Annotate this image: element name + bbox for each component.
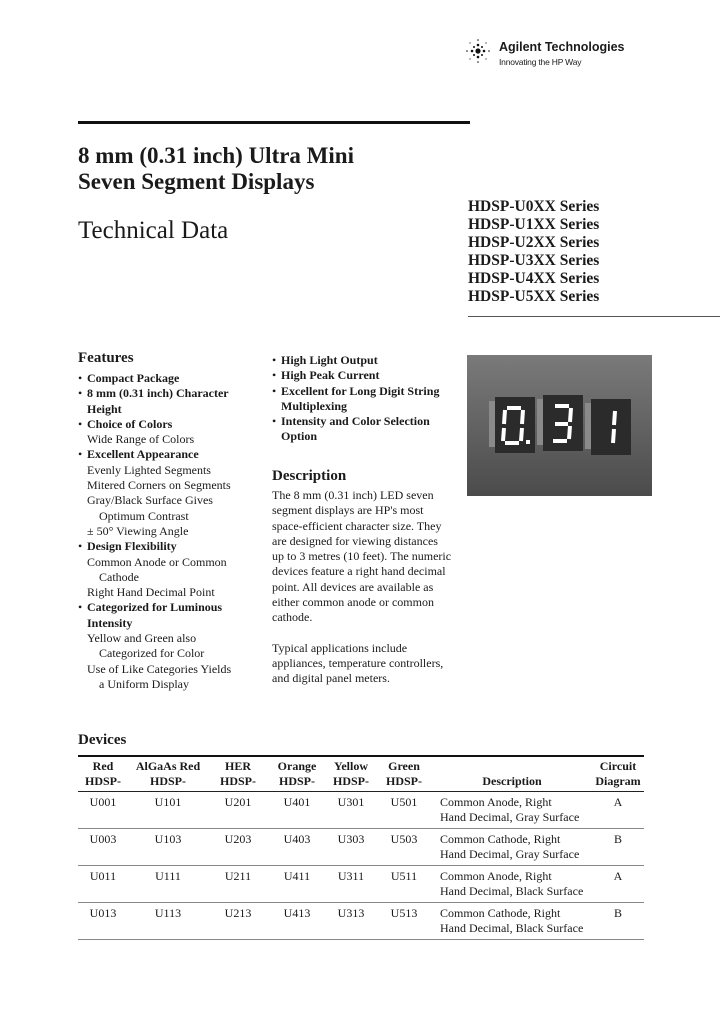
description-body bbox=[272, 488, 452, 702]
circuit-diagram: B bbox=[592, 829, 644, 866]
feature-item: • Compact Package bbox=[78, 371, 180, 385]
table-row bbox=[78, 903, 644, 940]
feature-item: • High Peak Current bbox=[272, 368, 380, 383]
part-number: U411 bbox=[268, 866, 326, 903]
part-number: U111 bbox=[128, 866, 208, 903]
document-subtitle: Technical Data bbox=[78, 217, 229, 244]
device-description: Common Anode, Right Hand Decimal, Black Surface bbox=[432, 866, 592, 903]
feature-detail: Wide Range of Colors bbox=[87, 432, 195, 447]
table-row bbox=[78, 792, 644, 829]
feature-title: Categorized for Luminous Intensity bbox=[87, 600, 223, 630]
display-digit-2 bbox=[585, 399, 631, 455]
feature-item: • Categorized for Luminous Intensity Yellow and Green also Categorized for Color Use of Like Categories Yields a Uniform Display bbox=[78, 600, 264, 692]
table-header-row bbox=[78, 756, 644, 792]
series-item: HDSP-U3XX Series bbox=[468, 251, 600, 269]
company-tagline: Innovating the HP Way bbox=[499, 57, 582, 67]
column-header: Red HDSP- bbox=[78, 756, 128, 792]
features-heading: Features bbox=[78, 350, 134, 366]
feature-detail: Common Anode or Common bbox=[87, 554, 227, 569]
feature-title: Excellent for Long Digit String Multiplexing bbox=[281, 383, 440, 413]
column-header: Green HDSP- bbox=[376, 756, 432, 792]
part-number: U211 bbox=[208, 866, 268, 903]
table-row bbox=[78, 829, 644, 866]
feature-title: Compact Package bbox=[87, 371, 180, 385]
description-paragraph: The 8 mm (0.31 inch) LED seven segment displays are HP's most space-efficient character size. They are designed for viewing distances up to 3 metres (10 feet). The numeric devices feature a right hand decimal point. All devices are available as either common anode or common cathode. bbox=[272, 488, 452, 625]
part-number: U403 bbox=[268, 829, 326, 866]
feature-detail: ± 50° Viewing Angle bbox=[87, 523, 189, 538]
part-number: U103 bbox=[128, 829, 208, 866]
series-item: HDSP-U5XX Series bbox=[468, 287, 600, 305]
series-item: HDSP-U2XX Series bbox=[468, 233, 600, 251]
document-title bbox=[78, 143, 478, 195]
series-list bbox=[468, 198, 599, 305]
feature-item: • 8 mm (0.31 inch) Character Height bbox=[78, 386, 229, 416]
feature-item: • Excellent Appearance Evenly Lighted Segments Mitered Corners on Segments Gray/Black Surface Gives Optimum Contrast ± 50° Viewing Angle bbox=[78, 447, 264, 539]
part-number: U013 bbox=[78, 903, 128, 940]
part-number: U413 bbox=[268, 903, 326, 940]
features-list-2 bbox=[272, 353, 462, 445]
column-header: Orange HDSP- bbox=[268, 756, 326, 792]
features-list bbox=[78, 371, 264, 692]
series-item: HDSP-U1XX Series bbox=[468, 215, 600, 233]
column-header: Yellow HDSP- bbox=[326, 756, 376, 792]
part-number: U303 bbox=[326, 829, 376, 866]
feature-detail: Optimum Contrast bbox=[99, 508, 189, 523]
part-number: U001 bbox=[78, 792, 128, 829]
feature-title: Design Flexibility bbox=[87, 539, 177, 554]
title-line-1: 8 mm (0.31 inch) Ultra Mini bbox=[78, 143, 354, 168]
product-photo bbox=[467, 355, 652, 496]
feature-item: • Design Flexibility Common Anode or Common Cathode Right Hand Decimal Point bbox=[78, 539, 264, 600]
devices-table bbox=[78, 755, 644, 940]
title-rule bbox=[78, 121, 470, 124]
column-header: HER HDSP- bbox=[208, 756, 268, 792]
feature-title: Intensity and Color Selection Option bbox=[281, 414, 430, 444]
devices-heading: Devices bbox=[78, 732, 127, 748]
part-number: U313 bbox=[326, 903, 376, 940]
part-number: U003 bbox=[78, 829, 128, 866]
column-header: Description bbox=[432, 756, 592, 792]
part-number: U401 bbox=[268, 792, 326, 829]
part-number: U511 bbox=[376, 866, 432, 903]
feature-detail: Mitered Corners on Segments bbox=[87, 478, 231, 493]
feature-detail: Cathode bbox=[99, 569, 139, 584]
part-number: U113 bbox=[128, 903, 208, 940]
feature-detail: Right Hand Decimal Point bbox=[87, 585, 215, 600]
feature-title: 8 mm (0.31 inch) Character Height bbox=[87, 386, 229, 416]
feature-detail: Gray/Black Surface Gives bbox=[87, 493, 213, 508]
device-description: Common Cathode, Right Hand Decimal, Gray Surface bbox=[432, 829, 592, 866]
feature-item: • Intensity and Color Selection Option bbox=[272, 414, 430, 444]
part-number: U213 bbox=[208, 903, 268, 940]
description-heading: Description bbox=[272, 468, 347, 484]
feature-detail: a Uniform Display bbox=[99, 676, 189, 691]
agilent-spark-icon bbox=[463, 36, 493, 66]
part-number: U301 bbox=[326, 792, 376, 829]
series-item: HDSP-U0XX Series bbox=[468, 198, 600, 215]
part-number: U201 bbox=[208, 792, 268, 829]
series-rule bbox=[468, 316, 720, 317]
company-name: Agilent Technologies bbox=[499, 40, 625, 54]
feature-title: High Peak Current bbox=[281, 368, 380, 383]
feature-item: • High Light Output bbox=[272, 353, 378, 367]
seven-segment-displays-image bbox=[467, 355, 652, 496]
title-line-2: Seven Segment Displays bbox=[78, 169, 315, 194]
part-number: U501 bbox=[376, 792, 432, 829]
feature-detail: Evenly Lighted Segments bbox=[87, 462, 211, 477]
display-digit-0 bbox=[489, 397, 535, 453]
part-number: U203 bbox=[208, 829, 268, 866]
feature-detail: Use of Like Categories Yields bbox=[87, 661, 232, 676]
circuit-diagram: B bbox=[592, 903, 644, 940]
feature-item: • Excellent for Long Digit String Multiplexing bbox=[272, 383, 440, 413]
part-number: U503 bbox=[376, 829, 432, 866]
feature-title: Choice of Colors bbox=[87, 416, 173, 431]
circuit-diagram: A bbox=[592, 792, 644, 829]
part-number: U513 bbox=[376, 903, 432, 940]
feature-detail: Categorized for Color bbox=[99, 646, 205, 661]
part-number: U011 bbox=[78, 866, 128, 903]
circuit-diagram: A bbox=[592, 866, 644, 903]
column-header: Circuit Diagram bbox=[592, 756, 644, 792]
feature-detail: Yellow and Green also bbox=[87, 631, 197, 646]
feature-title: Excellent Appearance bbox=[87, 447, 199, 462]
feature-item: • Choice of Colors Wide Range of Colors bbox=[78, 417, 264, 448]
company-logo bbox=[463, 36, 633, 76]
device-description: Common Cathode, Right Hand Decimal, Black Surface bbox=[432, 903, 592, 940]
feature-title: High Light Output bbox=[281, 353, 378, 367]
part-number: U311 bbox=[326, 866, 376, 903]
part-number: U101 bbox=[128, 792, 208, 829]
series-item: HDSP-U4XX Series bbox=[468, 269, 600, 287]
table-row bbox=[78, 866, 644, 903]
device-description: Common Anode, Right Hand Decimal, Gray Surface bbox=[432, 792, 592, 829]
description-paragraph: Typical applications include appliances, temperature controllers, and digital panel meters. bbox=[272, 640, 444, 686]
display-digit-1 bbox=[537, 395, 583, 451]
column-header: AlGaAs Red HDSP- bbox=[128, 756, 208, 792]
